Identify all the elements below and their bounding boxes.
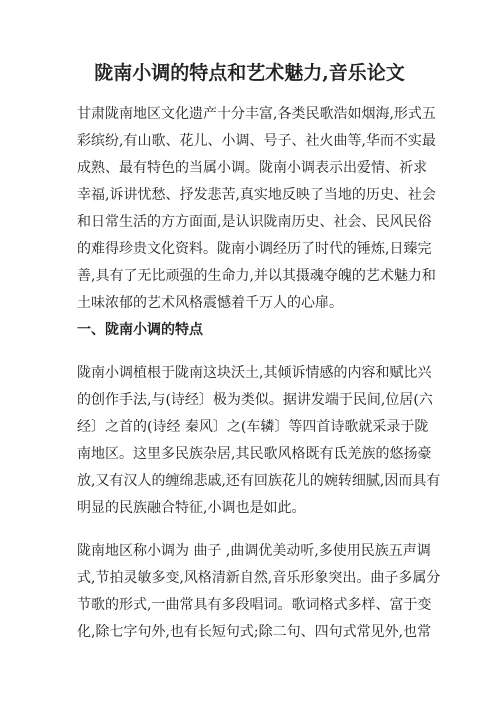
section-heading: 一、陇南小调的特点 — [77, 322, 203, 338]
paragraph-line: 南地区。这里多民族杂居,其民歌风格既有氐羌族的悠扬豪 — [77, 446, 432, 462]
paragraph-line: 和日常生活的方方面面,是认识陇南历史、社会、民风民俗 — [77, 214, 432, 230]
paragraph-line: 陇南地区称小调为 曲子 ,曲调优美动听,多使用民族五声调 — [77, 543, 431, 559]
paragraph-line: 土味浓郁的艺术风格震憾着千万人的心扉。 — [77, 295, 343, 311]
body-paragraph — [77, 538, 441, 646]
paragraph-line: 放,又有汉人的缠绵悲戚,还有回族花儿的婉转细腻,因而具有 — [77, 473, 441, 489]
page-title: 陇南小调的特点和艺术魅力,音乐论文 — [94, 62, 405, 84]
paragraph-line: 善,具有了无比顽强的生命力,并以其摄魂夺魄的艺术魅力和 — [77, 268, 436, 284]
paragraph-line: 式,节拍灵敏多变,风格清新自然,音乐形象突出。曲子多属分 — [77, 570, 441, 586]
paragraph-line: 节歌的形式,一曲常具有多段唱词。歌词格式多样、富于变 — [77, 597, 432, 613]
paragraph-line: 彩缤纷,有山歌、花儿、小调、号子、社火曲等,华而不实最 — [77, 133, 436, 149]
paragraph-line: 明显的民族融合特征,小调也是如此。 — [77, 500, 306, 516]
paragraph-line: 的难得珍贵文化资料。陇南小调经历了时代的锤炼,日臻完 — [77, 241, 432, 257]
intro-paragraph — [77, 101, 436, 317]
paragraph-line: 幸福,诉讲忧愁、抒发悲苦,真实地反映了当地的历史、社会 — [77, 187, 436, 203]
paragraph-line: 陇南小调植根于陇南这块沃土,其倾诉情感的内容和赋比兴 — [77, 365, 432, 381]
paragraph-line: 成熟、最有特色的当属小调。陇南小调表示出爱情、祈求 — [77, 160, 427, 176]
paragraph-line: 化,除七字句外,也有长短句式;除二句、四句式常见外,也常 — [77, 624, 432, 640]
paragraph-line: 甘肃陇南地区文化遗产十分丰富,各类民歌浩如烟海,形式五 — [77, 106, 436, 122]
paragraph-line: 的创作手法,与(诗经〕极为类似。据讲发端于民间,位居(六 — [77, 392, 433, 408]
paragraph-line: 经〕之首的(诗经 秦风〕之(车辚〕等四首诗歌就采录于陇 — [77, 419, 429, 435]
body-paragraph — [77, 360, 441, 522]
